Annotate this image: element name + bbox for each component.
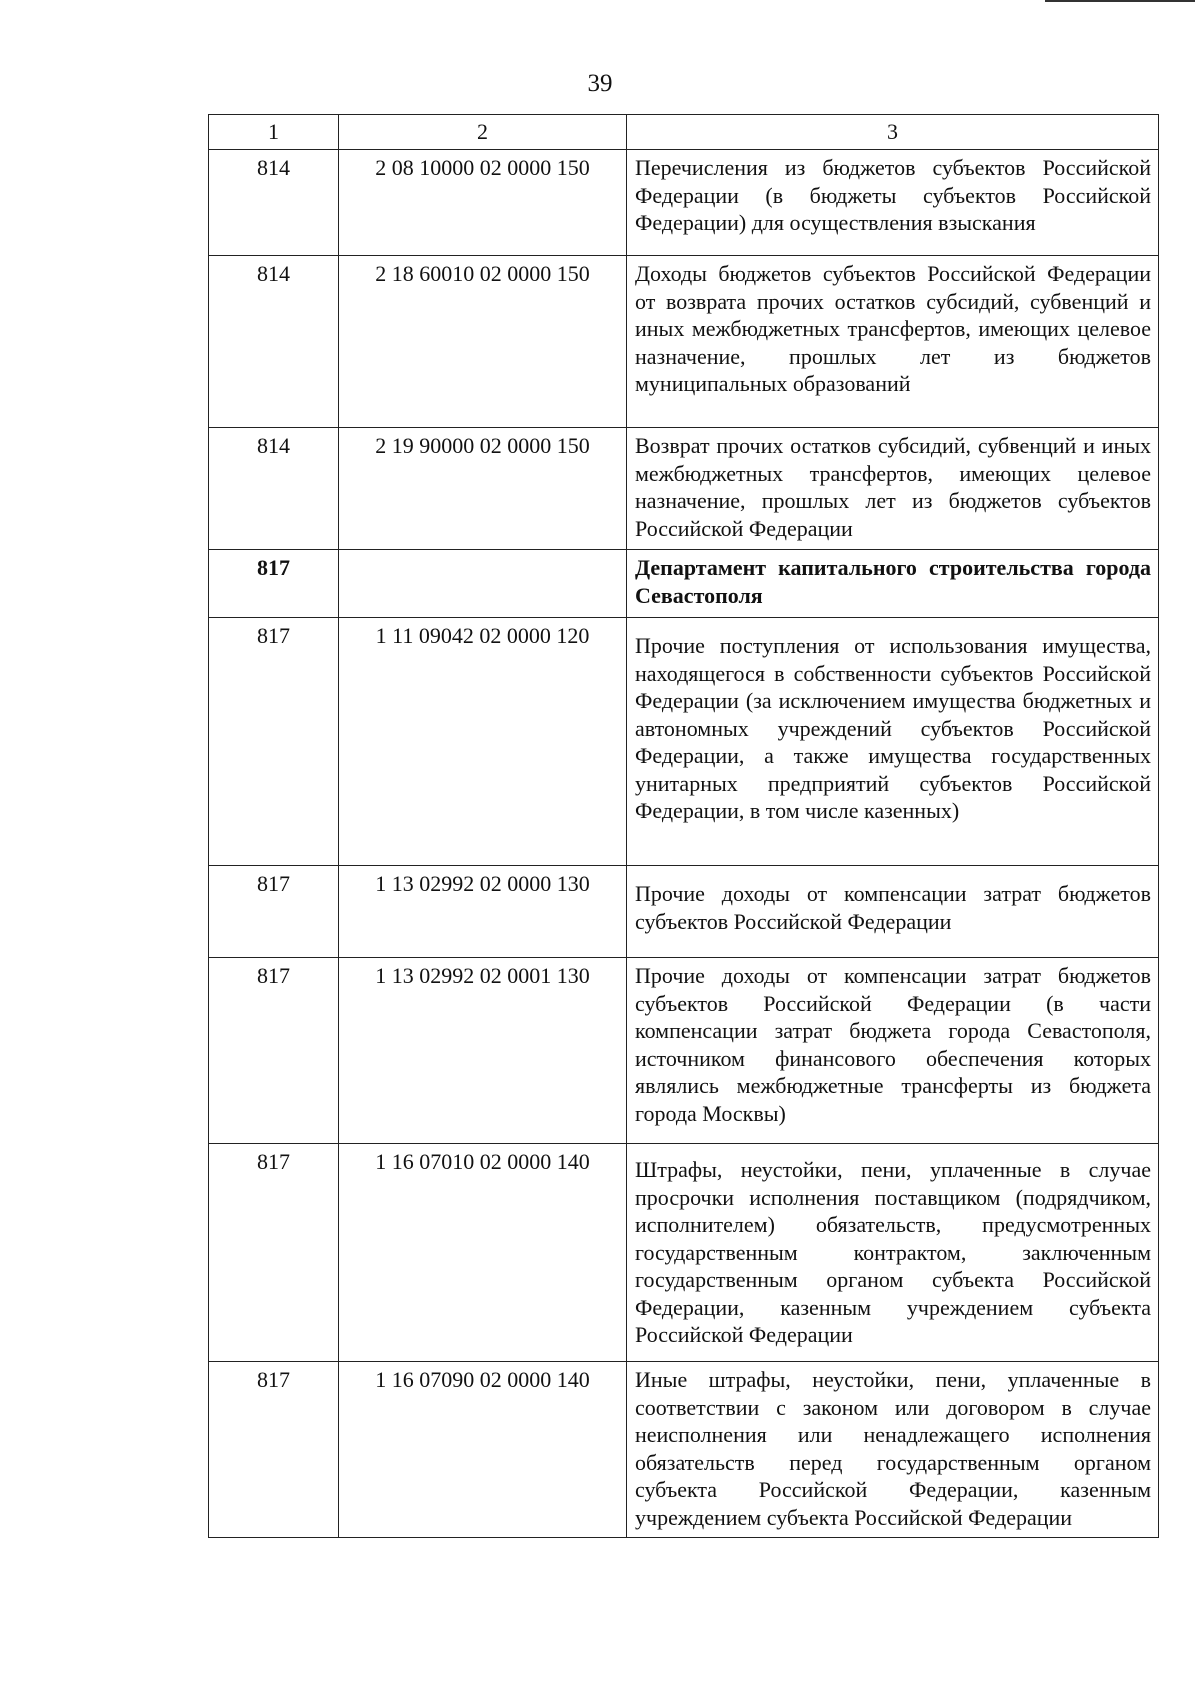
- admin-code-cell: 817: [209, 866, 339, 958]
- admin-code-cell: 814: [209, 150, 339, 256]
- revenue-name-cell: Прочие доходы от компенсации затрат бюджетов субъектов Российской Федерации (в части компенсации затрат бюджета города Севастополя, источником финансового обеспечения которых являлись межбюджетные трансферты из бюджета города Москвы): [627, 958, 1159, 1144]
- table-row: [209, 428, 1159, 550]
- budget-code-cell: 2 08 10000 02 0000 150: [339, 150, 627, 256]
- table-row: [209, 958, 1159, 1144]
- table-row: [209, 866, 1159, 958]
- table-row: [209, 618, 1159, 866]
- admin-code-cell: 817: [209, 958, 339, 1144]
- top-edge-rule: [1045, 0, 1195, 2]
- table-row: [209, 1362, 1159, 1538]
- admin-code-cell: 814: [209, 256, 339, 428]
- revenue-codes-table: [208, 114, 1159, 1538]
- revenue-name-cell: Доходы бюджетов субъектов Российской Федерации от возврата прочих остатков субсидий, субвенций и иных межбюджетных трансфертов, имеющих целевое назначение, прошлых лет из бюджетов муниципальных образований: [627, 256, 1159, 428]
- table-row: [209, 150, 1159, 256]
- column-header-1: 1: [209, 115, 339, 150]
- column-header-2: 2: [339, 115, 627, 150]
- department-name-cell: Департамент капитального строительства города Севастополя: [627, 550, 1159, 618]
- revenue-name-cell: Перечисления из бюджетов субъектов Российской Федерации (в бюджеты субъектов Российской Федерации) для осуществления взыскания: [627, 150, 1159, 256]
- revenue-name-cell: Прочие поступления от использования имущества, находящегося в собственности субъектов Российской Федерации (за исключением имущества бюджетных и автономных учреждений субъектов Российской Федерации, а также имущества государственных унитарных предприятий субъектов Российской Федерации, в том числе казенных): [627, 618, 1159, 866]
- admin-code-cell: 817: [209, 1144, 339, 1362]
- budget-code-cell: 1 13 02992 02 0001 130: [339, 958, 627, 1144]
- revenue-name-cell: Прочие доходы от компенсации затрат бюджетов субъектов Российской Федерации: [627, 866, 1159, 958]
- budget-code-cell: 1 16 07090 02 0000 140: [339, 1362, 627, 1538]
- budget-code-cell: 2 19 90000 02 0000 150: [339, 428, 627, 550]
- revenue-name-cell: Иные штрафы, неустойки, пени, уплаченные в соответствии с законом или договором в случае неисполнения или ненадлежащего исполнения обязательств перед государственным органом субъекта Российской Федерации, казенным учреждением субъекта Российской Федерации: [627, 1362, 1159, 1538]
- budget-code-cell: 1 16 07010 02 0000 140: [339, 1144, 627, 1362]
- budget-code-cell: 1 11 09042 02 0000 120: [339, 618, 627, 866]
- budget-code-cell: 1 13 02992 02 0000 130: [339, 866, 627, 958]
- table-row: [209, 256, 1159, 428]
- budget-code-cell: 2 18 60010 02 0000 150: [339, 256, 627, 428]
- admin-code-cell: 817: [209, 618, 339, 866]
- revenue-name-cell: Возврат прочих остатков субсидий, субвенций и иных межбюджетных трансфертов, имеющих целевое назначение, прошлых лет из бюджетов субъектов Российской Федерации: [627, 428, 1159, 550]
- department-row: [209, 550, 1159, 618]
- admin-code-cell: 817: [209, 1362, 339, 1538]
- admin-code-cell: 817: [209, 550, 339, 618]
- revenue-name-cell: Штрафы, неустойки, пени, уплаченные в случае просрочки исполнения поставщиком (подрядчиком, исполнителем) обязательств, предусмотренных государственным контрактом, заключенным государственным органом субъекта Российской Федерации, казенным учреждением субъекта Российской Федерации: [627, 1144, 1159, 1362]
- admin-code-cell: 814: [209, 428, 339, 550]
- page-number: 39: [587, 70, 613, 97]
- column-header-3: 3: [627, 115, 1159, 150]
- table-header-row: [209, 115, 1159, 150]
- budget-code-cell: [339, 550, 627, 618]
- table-row: [209, 1144, 1159, 1362]
